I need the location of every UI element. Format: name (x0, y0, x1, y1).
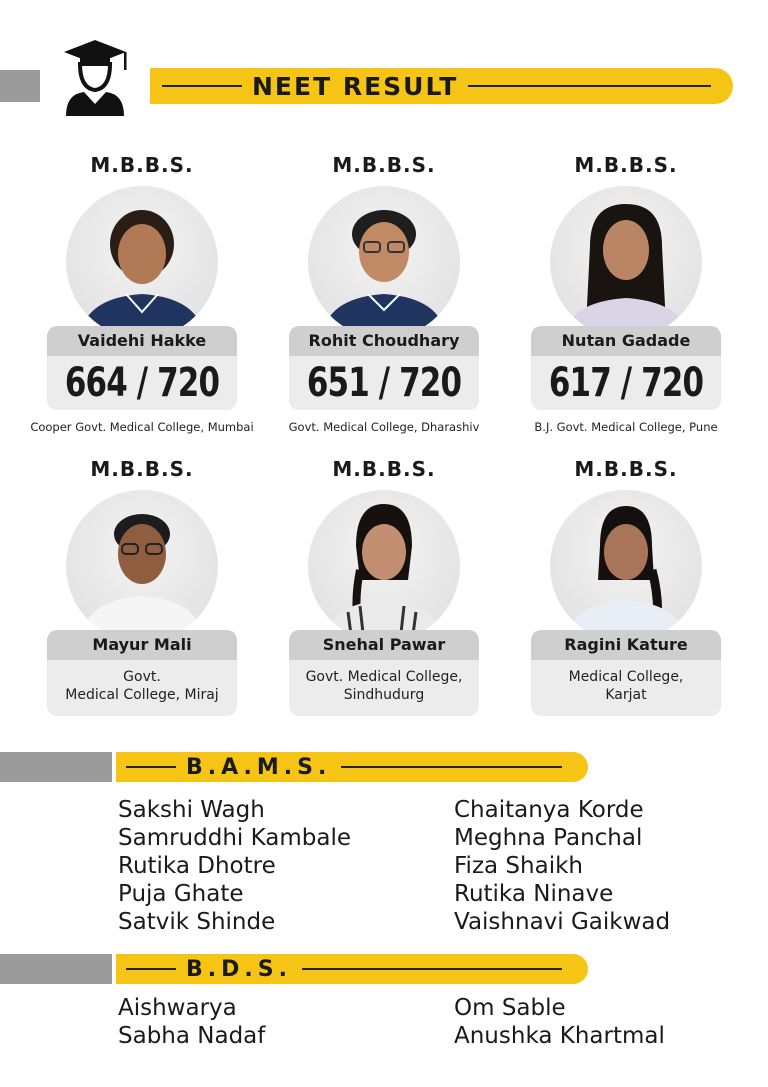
bds-title: B.D.S. (186, 956, 292, 982)
header-grey-block (0, 70, 40, 102)
student-photo (66, 490, 218, 642)
list-item: Meghna Panchal (454, 825, 643, 851)
graduate-icon (62, 38, 128, 116)
student-photo (308, 186, 460, 338)
student-name: Snehal Pawar (289, 630, 479, 660)
college-name: Cooper Govt. Medical College, Mumbai (30, 420, 254, 434)
student-card (506, 456, 746, 716)
course-label: M.B.B.S. (332, 457, 436, 481)
student-photo (66, 186, 218, 338)
student-score: 651 / 720 (306, 360, 462, 406)
college-name: Govt. Medical College, Dharashiv (288, 420, 480, 434)
college-name: Medical College, Karjat (568, 669, 684, 703)
result-panel (531, 630, 721, 716)
student-name: Ragini Kature (531, 630, 721, 660)
college-name: B.J. Govt. Medical College, Pune (534, 420, 718, 434)
student-name: Mayur Mali (47, 630, 237, 660)
bams-banner (116, 752, 588, 782)
bams-grey-block (0, 752, 112, 782)
student-card (264, 152, 504, 434)
list-item: Vaishnavi Gaikwad (454, 909, 671, 935)
result-panel (289, 630, 479, 716)
course-label: M.B.B.S. (574, 153, 678, 177)
list-item: Rutika Dhotre (118, 853, 276, 879)
student-score: 664 / 720 (64, 360, 220, 406)
header-banner (150, 68, 733, 104)
student-name: Vaidehi Hakke (47, 326, 237, 356)
course-label: M.B.B.S. (574, 457, 678, 481)
list-item: Aishwarya (118, 995, 237, 1021)
college-name: Govt. Medical College, Sindhudurg (305, 669, 463, 703)
student-photo (308, 490, 460, 642)
list-item: Om Sable (454, 995, 566, 1021)
bams-list-right (454, 796, 670, 936)
list-item: Anushka Khartmal (454, 1023, 665, 1049)
list-item: Sakshi Wagh (118, 797, 265, 823)
result-panel (47, 326, 237, 410)
student-card (22, 456, 262, 716)
list-item: Samruddhi Kambale (118, 825, 352, 851)
list-item: Rutika Ninave (454, 881, 614, 907)
list-item: Puja Ghate (118, 881, 244, 907)
college-name: Govt. Medical College, Miraj (65, 669, 219, 703)
student-name: Nutan Gadade (531, 326, 721, 356)
student-card (264, 456, 504, 716)
student-card (506, 152, 746, 434)
student-name: Rohit Choudhary (289, 326, 479, 356)
result-panel (289, 326, 479, 410)
list-item: Fiza Shaikh (454, 853, 583, 879)
page-title: NEET RESULT (252, 71, 459, 101)
bams-list-left (118, 796, 351, 936)
course-label: M.B.B.S. (90, 457, 194, 481)
bds-banner (116, 954, 588, 984)
result-panel (47, 630, 237, 716)
result-panel (531, 326, 721, 410)
list-item: Satvik Shinde (118, 909, 276, 935)
bds-grey-block (0, 954, 112, 984)
student-photo (550, 490, 702, 642)
student-card (22, 152, 262, 434)
bds-list-right (454, 994, 665, 1050)
bams-title: B.A.M.S. (186, 754, 332, 780)
student-score: 617 / 720 (548, 360, 704, 406)
course-label: M.B.B.S. (90, 153, 194, 177)
list-item: Chaitanya Korde (454, 797, 644, 823)
student-photo (550, 186, 702, 338)
bds-list-left (118, 994, 265, 1050)
list-item: Sabha Nadaf (118, 1023, 266, 1049)
course-label: M.B.B.S. (332, 153, 436, 177)
